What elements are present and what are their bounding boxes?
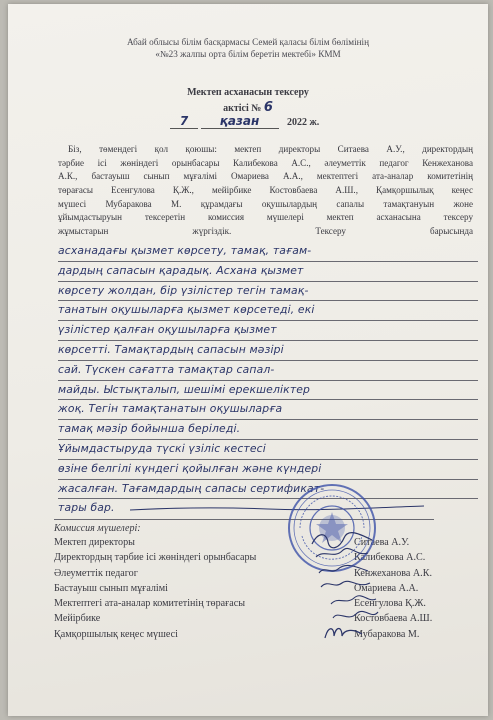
act-title: Мектеп асханасын тексеру	[187, 87, 309, 98]
member-name: Ситаева А.У.	[354, 537, 410, 548]
header-line-2: «№23 жалпы орта білім беретін мектебі» КММ	[155, 49, 341, 59]
act-number: 6	[263, 100, 273, 115]
handwritten-line: тары бар.	[58, 501, 115, 515]
member-name: Калибекова А.С.	[354, 552, 426, 564]
member-role: Қамқоршылық кеңес мүшесі	[54, 628, 178, 640]
handwritten-line: көрсету жолдан, бір үзілістер тегін тамақ-	[58, 282, 478, 302]
member-role: Директордың тәрбие ісі жөніндегі орынбасары	[54, 552, 257, 564]
signature-teacher	[318, 577, 374, 593]
member-role: Мектептегі ата-аналар комитетінің төрағасы	[54, 598, 246, 610]
commission-label: Комиссия мүшелері:	[54, 523, 141, 534]
closing-strike-line	[128, 501, 428, 515]
member-role: Мейірбике	[54, 613, 101, 625]
handwritten-line: асханадағы қызмет көрсету, тамақ, тағам-	[58, 242, 478, 262]
date-year: 2022 ж.	[287, 117, 320, 128]
intro-line: жұмыстарын жүргіздік. Тексеру барысында	[58, 226, 473, 237]
handwritten-line: көрсетті. Тамақтардың сапасын мәзірі	[58, 341, 478, 361]
handwritten-line: дардың сапасын қарадық. Асхана қызмет	[58, 262, 478, 282]
handwritten-line: жоқ. Тегін тамақтанатын оқушыларға	[58, 400, 478, 420]
member-row	[54, 583, 474, 598]
commission-members	[54, 537, 474, 644]
handwritten-findings	[58, 242, 478, 518]
member-row	[54, 613, 474, 628]
intro-paragraph	[58, 143, 473, 239]
act-date	[170, 114, 319, 129]
date-day: 7	[170, 114, 198, 129]
header-line-1: Абай облысы білім басқармасы Семей қаласы білім бөлімінің	[126, 37, 370, 47]
signature-deputy	[312, 545, 372, 563]
act-label: актісі №	[223, 103, 262, 114]
act-number-line	[8, 100, 488, 115]
document-page	[8, 4, 488, 716]
handwritten-line: өзіне белгілі күндегі қойылған және күндері	[58, 460, 478, 480]
handwritten-line: майды. Ыстықталып, шешімі ерекшеліктер	[58, 381, 478, 401]
handwritten-line: танатын оқушыларға қызмет көрсетеді, екі	[58, 301, 478, 321]
intro-line: мүшесі Мубаракова М. құрамдағы оқушылардың сапалы тамақтануын жоне	[58, 198, 473, 209]
intro-line: Біз, төмендегі қол қоюшы: мектеп директоры Ситаева А.У., директордың	[68, 144, 473, 154]
signature-council-member	[322, 622, 366, 644]
intro-line: тәрбие ісі жөніндегі орынбасары Калибекова А.С., әлеуметтік педагог Кенжеханова	[58, 157, 473, 168]
date-month: қазан	[201, 114, 279, 129]
member-name: Кенжеханова А.К.	[354, 567, 432, 579]
member-name: Костовбаева А.Ш.	[354, 613, 433, 625]
member-row	[54, 537, 474, 552]
handwritten-line: жасалған. Тағамдардың сапасы сертификат-	[58, 480, 478, 500]
member-name: Мубаракова М.	[354, 628, 420, 640]
intro-line: А.К., бастауыш сынып мұғалімі Омариева А.А., мектептегі ата-аналар комитетінің	[58, 171, 473, 182]
member-name: Омариева А.А.	[354, 582, 419, 594]
intro-line: төрағасы Есенгулова Қ.Ж., мейірбике Костовбаева А.Ш., Қамқоршылық кеңес	[58, 185, 473, 196]
handwritten-line: Ұйымдастыруда түскі үзіліс кестесі	[58, 440, 478, 460]
signature-committee-chair	[328, 593, 380, 609]
handwritten-line: сай. Түскен сағатта тамақтар сапал-	[58, 361, 478, 381]
handwritten-line: тамақ мәзір бойынша беріледі.	[58, 420, 478, 440]
handwritten-line: үзілістер қалған оқушыларға қызмет	[58, 321, 478, 341]
member-row	[54, 598, 474, 613]
member-role: Мектеп директоры	[54, 537, 135, 548]
member-role: Әлеуметтік педагог	[54, 567, 138, 579]
member-row	[54, 629, 474, 644]
member-name: Есенгулова Қ.Ж.	[354, 598, 426, 610]
member-row	[54, 568, 474, 583]
intro-line: ұйымдастыруын тексеретін комиссия мүшелері мектеп асханасына тексеру	[58, 212, 473, 223]
signature-social-pedagogue	[316, 562, 372, 578]
member-role: Бастауыш сынып мұғалімі	[54, 582, 168, 594]
member-row	[54, 552, 474, 567]
